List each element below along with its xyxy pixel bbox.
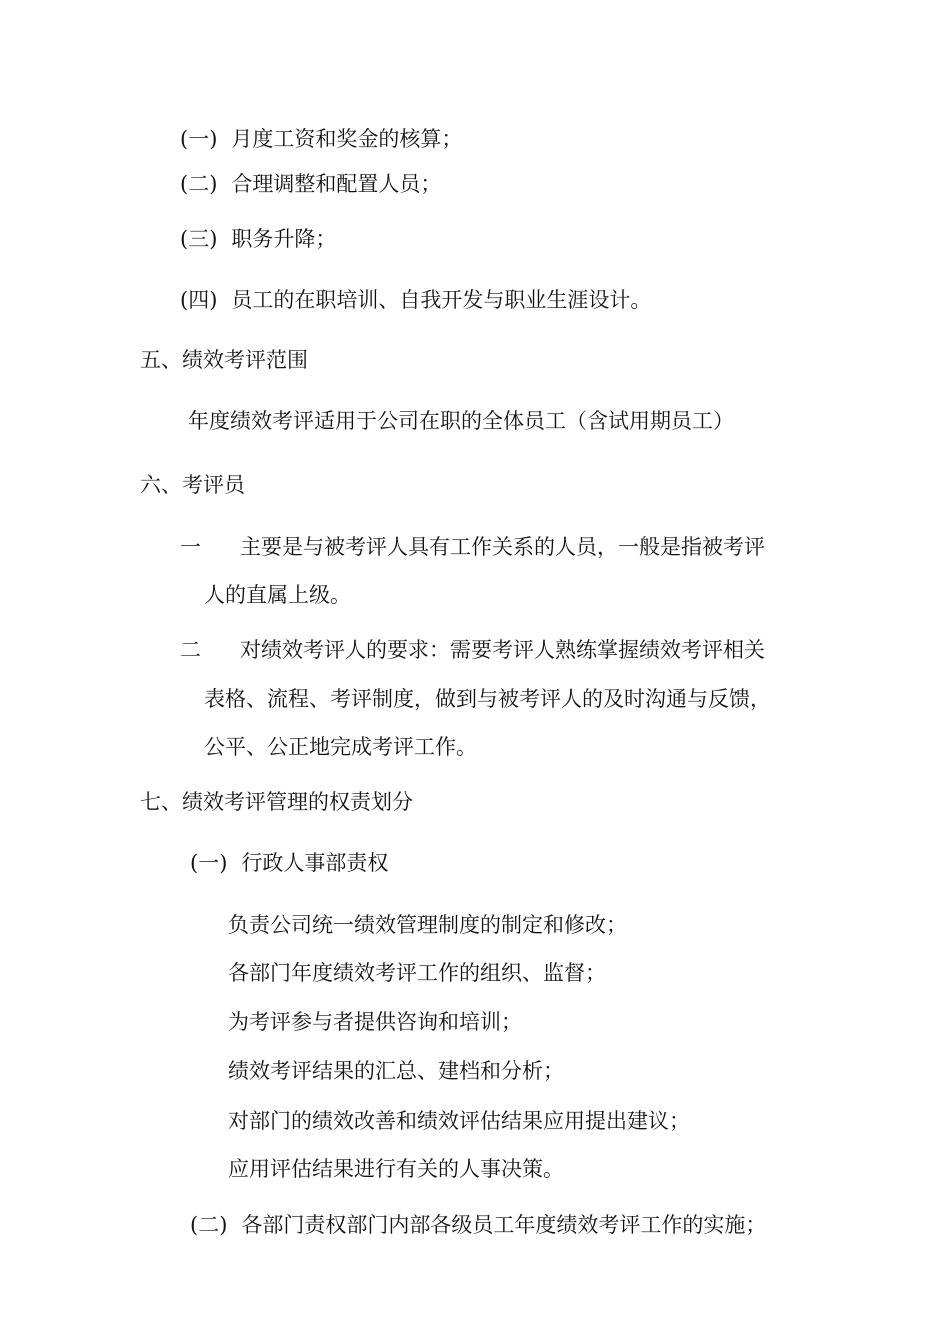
duty-item: 为考评参与者提供咨询和培训；: [228, 1010, 522, 1034]
paragraph-line: 对绩效考评人的要求：需要考评人熟练掌握绩效考评相关: [240, 638, 765, 662]
purpose-item: [180, 169, 441, 199]
list-marker: (三): [180, 227, 218, 251]
paragraph-line: 公平、公正地完成考评工作。: [204, 735, 477, 759]
list-marker: (四): [180, 288, 218, 312]
subsection-heading: [190, 848, 388, 878]
duty-item: 负责公司统一绩效管理制度的制定和修改；: [228, 913, 627, 937]
subsection-text: 各部门责权部门内部各级员工年度绩效考评工作的实施；: [241, 1213, 767, 1237]
duty-item: 应用评估结果进行有关的人事决策。: [228, 1157, 564, 1181]
duty-item: 对部门的绩效改善和绩效评估结果应用提出建议；: [228, 1109, 690, 1133]
section-body: 年度绩效考评适用于公司在职的全体员工（含试用期员工）: [188, 409, 734, 433]
list-marker: (一): [180, 127, 218, 151]
list-marker: (二): [180, 172, 218, 196]
list-marker: 二: [180, 638, 201, 662]
purpose-item: [180, 285, 651, 315]
paragraph-line: 表格、流程、考评制度，做到与被考评人的及时沟通与反馈，: [204, 687, 771, 711]
duty-item: 绩效考评结果的汇总、建档和分析；: [228, 1059, 564, 1083]
evaluator-item-2: [180, 635, 765, 665]
list-item-text: 员工的在职培训、自我开发与职业生涯设计。: [231, 288, 652, 312]
evaluator-item-1: [180, 532, 765, 562]
section-heading: 五、绩效考评范围: [140, 348, 308, 372]
section-heading: 六、考评员: [140, 473, 245, 497]
subsection-heading: [190, 1210, 766, 1240]
list-item-text: 合理调整和配置人员；: [231, 172, 442, 196]
paragraph-line: 主要是与被考评人具有工作关系的人员，一般是指被考评: [240, 535, 765, 559]
purpose-item: [180, 224, 336, 254]
list-item-text: 月度工资和奖金的核算；: [231, 127, 463, 151]
list-item-text: 职务升降；: [231, 227, 337, 251]
section-heading: 七、绩效考评管理的权责划分: [140, 790, 413, 814]
list-marker: (一): [190, 851, 228, 875]
list-marker: 一: [180, 535, 201, 559]
purpose-item: [180, 124, 462, 154]
duty-item: 各部门年度绩效考评工作的组织、监督；: [228, 961, 606, 985]
paragraph-line: 人的直属上级。: [204, 583, 351, 607]
list-marker: (二): [190, 1213, 228, 1237]
subsection-title: 行政人事部责权: [241, 851, 389, 875]
